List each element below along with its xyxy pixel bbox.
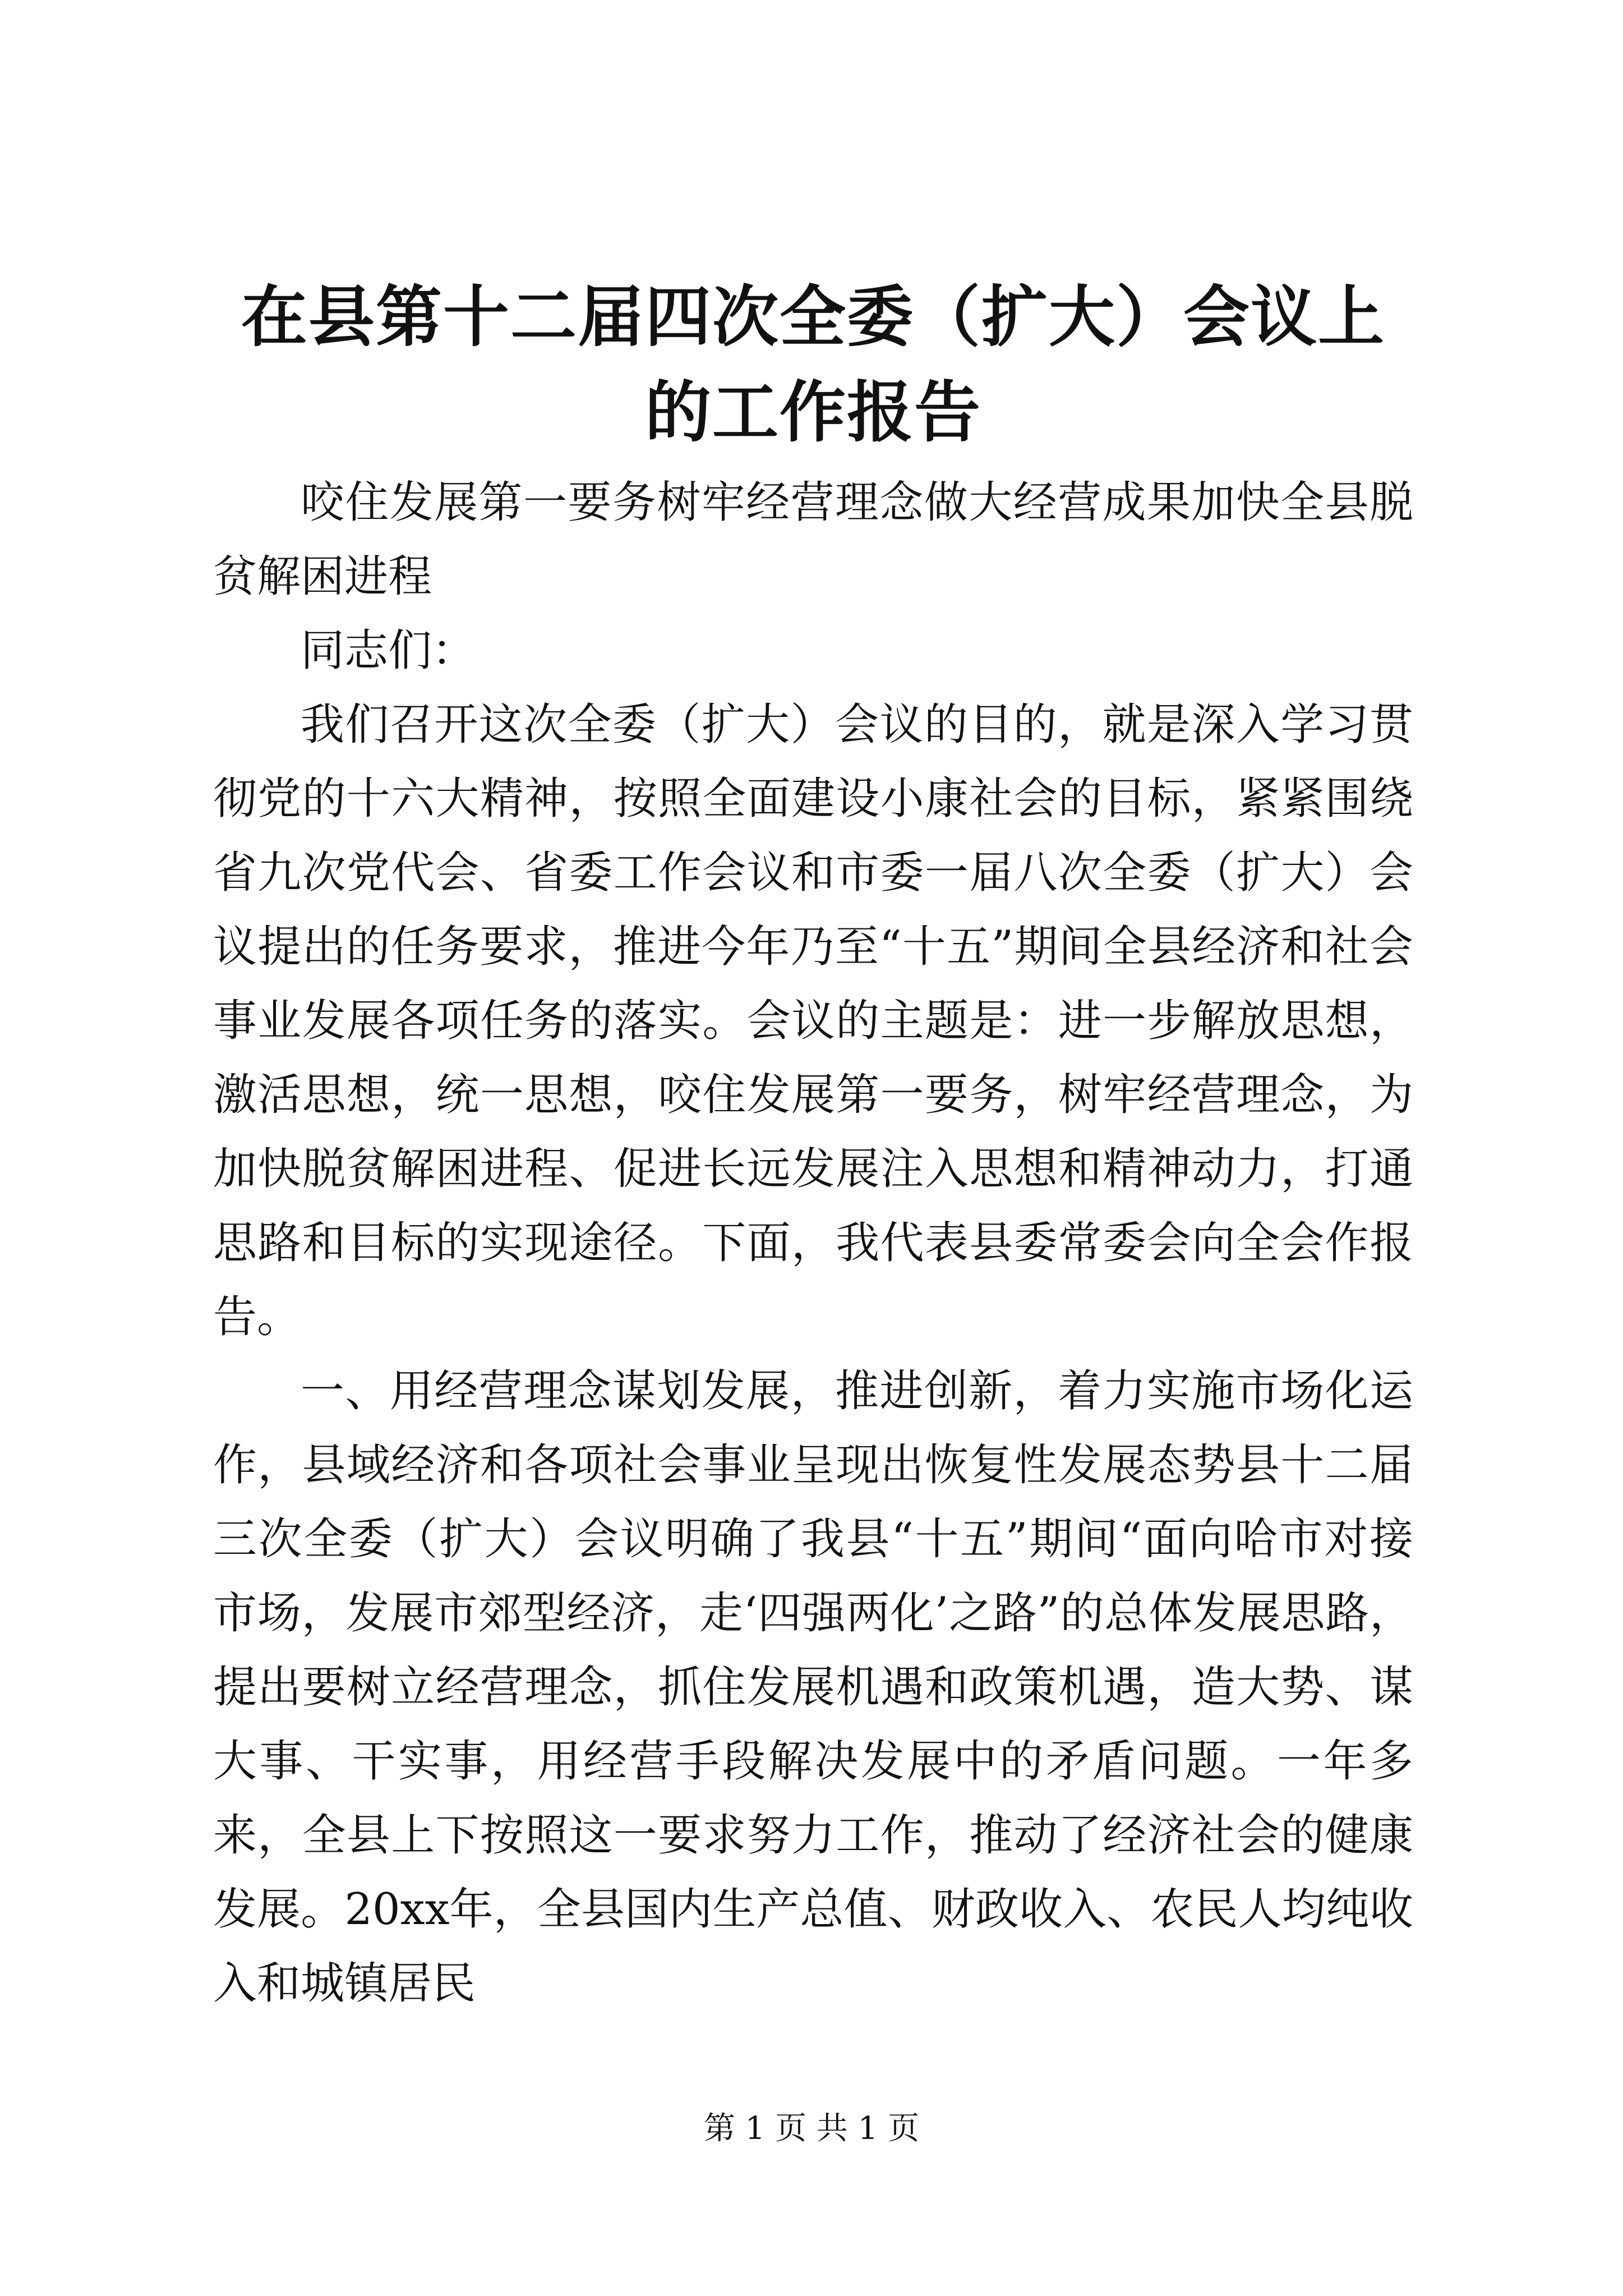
salutation: 同志们： xyxy=(301,625,476,676)
paragraph-section-one: 一、用经营理念谋划发展，推进创新，着力实施市场化运作，县域经济和各项社会事业呈现出恢复性发展态势县十二届三次全委（扩大）会议明确了我县“十五”期间“面向哈市对接市场，发展市郊型经济，走‘四强两化’之路”的总体发展思路，提出要树立经营理念，抓住发展机遇和政策机遇，造大势、谋大事、干实事，用经营手段解决发展中的矛盾问题。一年多来，全县上下按照这一要求努力工作，推动了经济社会的健康发展。20xx年，全县国内生产总值、财政收入、农民人均纯收入和城镇居民 xyxy=(213,1366,1413,2009)
document-body xyxy=(213,466,1413,2021)
page-footer: 第 1 页 共 1 页 xyxy=(703,2110,920,2147)
document-subtitle: 咬住发展第一要务树牢经营理念做大经营成果加快全县脱贫解困进程 xyxy=(213,477,1413,602)
document-title: 在县第十二届四次全委（扩大）会议上的工作报告 xyxy=(241,278,1385,451)
paragraph-intro: 我们召开这次全委（扩大）会议的目的，就是深入学习贯彻党的十六大精神，按照全面建设小康社会的目标，紧紧围绕省九次党代会、省委工作会议和市委一届八次全委（扩大）会议提出的任务要求，推进今年乃至“十五”期间全县经济和社会事业发展各项任务的落实。会议的主题是：进一步解放思想，激活思想，统一思想，咬住发展第一要务，树牢经营理念，为加快脱贫解困进程、促进长远发展注入思想和精神动力，打通思路和目标的实现途径。下面，我代表县委常委会向全会作报告。 xyxy=(213,700,1413,1342)
